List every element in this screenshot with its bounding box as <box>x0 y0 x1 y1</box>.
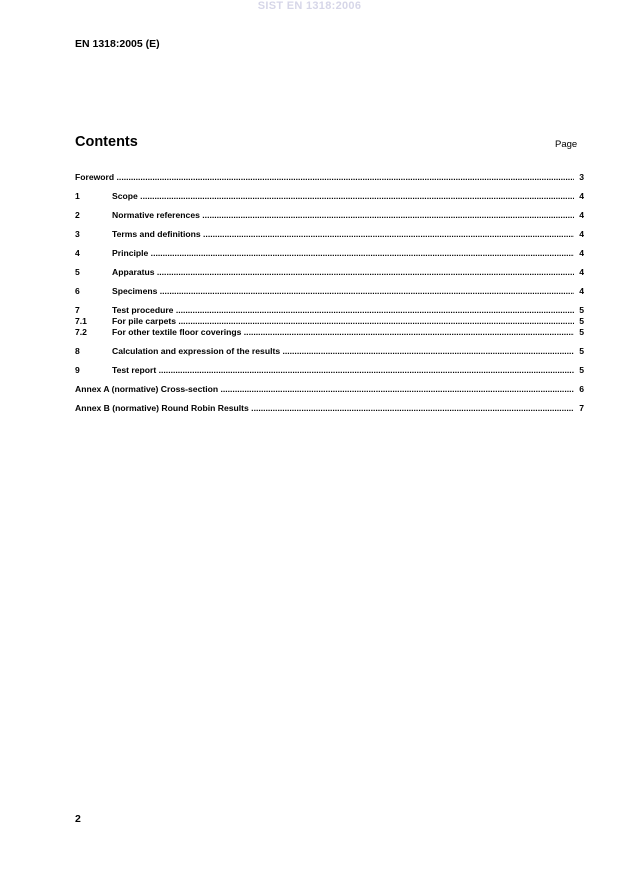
toc-entry-page: 5 <box>579 346 584 356</box>
document-id: EN 1318:2005 (E) <box>75 38 160 50</box>
toc-entry-scope[interactable] <box>75 191 584 202</box>
toc-entry-text: Specimens ..... <box>112 286 574 297</box>
watermark: SIST EN 1318:2006 <box>257 0 362 12</box>
toc-entry-text: Test procedure ..... <box>112 305 574 316</box>
toc-entry-annex-a[interactable] <box>75 384 584 395</box>
toc-entry-page: 7 <box>579 403 584 413</box>
toc-entry-page: 4 <box>579 286 584 296</box>
toc-entry-text: For pile carpets ..... <box>112 316 574 327</box>
toc-entry-page: 5 <box>579 305 584 315</box>
toc-entry-page: 3 <box>579 172 584 182</box>
toc-entry-page: 5 <box>579 316 584 326</box>
toc-entry-page: 6 <box>579 384 584 394</box>
toc-entry-number: 1 <box>75 191 80 201</box>
toc-entry-pile-carpets[interactable] <box>75 316 584 327</box>
toc-entry-other-floor-coverings[interactable] <box>75 327 584 338</box>
toc-entry-number: 7.2 <box>75 327 87 337</box>
toc-entry-annex-b[interactable] <box>75 403 584 414</box>
toc-entry-apparatus[interactable] <box>75 267 584 278</box>
toc-entry-calculation[interactable] <box>75 346 584 357</box>
toc-entry-page: 4 <box>579 267 584 277</box>
toc-entry-terms-definitions[interactable] <box>75 229 584 240</box>
toc-entry-text: Normative references ..... <box>112 210 574 221</box>
toc-entry-specimens[interactable] <box>75 286 584 297</box>
page-title: Contents <box>75 134 138 150</box>
toc-entry-text: Principle ..... <box>112 248 574 259</box>
toc-entry-principle[interactable] <box>75 248 584 259</box>
toc-entry-test-report[interactable] <box>75 365 584 376</box>
toc-entry-number: 9 <box>75 365 80 375</box>
toc-entry-text: Calculation and expression of the results ..... <box>112 346 574 357</box>
toc-entry-page: 4 <box>579 229 584 239</box>
toc-entry-number: 3 <box>75 229 80 239</box>
toc-entry-text: Scope ..... <box>112 191 574 202</box>
toc-entry-number: 5 <box>75 267 80 277</box>
toc-entry-text: Apparatus ..... <box>112 267 574 278</box>
toc-entry-normative-references[interactable] <box>75 210 584 221</box>
toc-entry-number: 7.1 <box>75 316 87 326</box>
toc-entry-number: 2 <box>75 210 80 220</box>
toc-entry-number: 8 <box>75 346 80 356</box>
toc-entry-page: 4 <box>579 191 584 201</box>
toc-entry-test-procedure[interactable] <box>75 305 584 316</box>
table-of-contents <box>75 172 584 414</box>
toc-entry-number: 7 <box>75 305 80 315</box>
toc-entry-page: 5 <box>579 365 584 375</box>
toc-entry-number: 6 <box>75 286 80 296</box>
toc-entry-foreword[interactable] <box>75 172 584 183</box>
toc-entry-text: For other textile floor coverings ..... <box>112 327 574 338</box>
toc-entry-number: 4 <box>75 248 80 258</box>
toc-entry-page: 4 <box>579 248 584 258</box>
toc-entry-page: 5 <box>579 327 584 337</box>
toc-entry-text: Foreword ..... <box>75 172 574 183</box>
page-number: 2 <box>75 813 81 825</box>
toc-entry-text: Annex A (normative) Cross-section ..... <box>75 384 574 395</box>
toc-entry-page: 4 <box>579 210 584 220</box>
page-column-label: Page <box>555 139 578 150</box>
toc-entry-text: Annex B (normative) Round Robin Results ..... <box>75 403 574 414</box>
toc-entry-text: Test report ..... <box>112 365 574 376</box>
toc-entry-text: Terms and definitions ..... <box>112 229 574 240</box>
